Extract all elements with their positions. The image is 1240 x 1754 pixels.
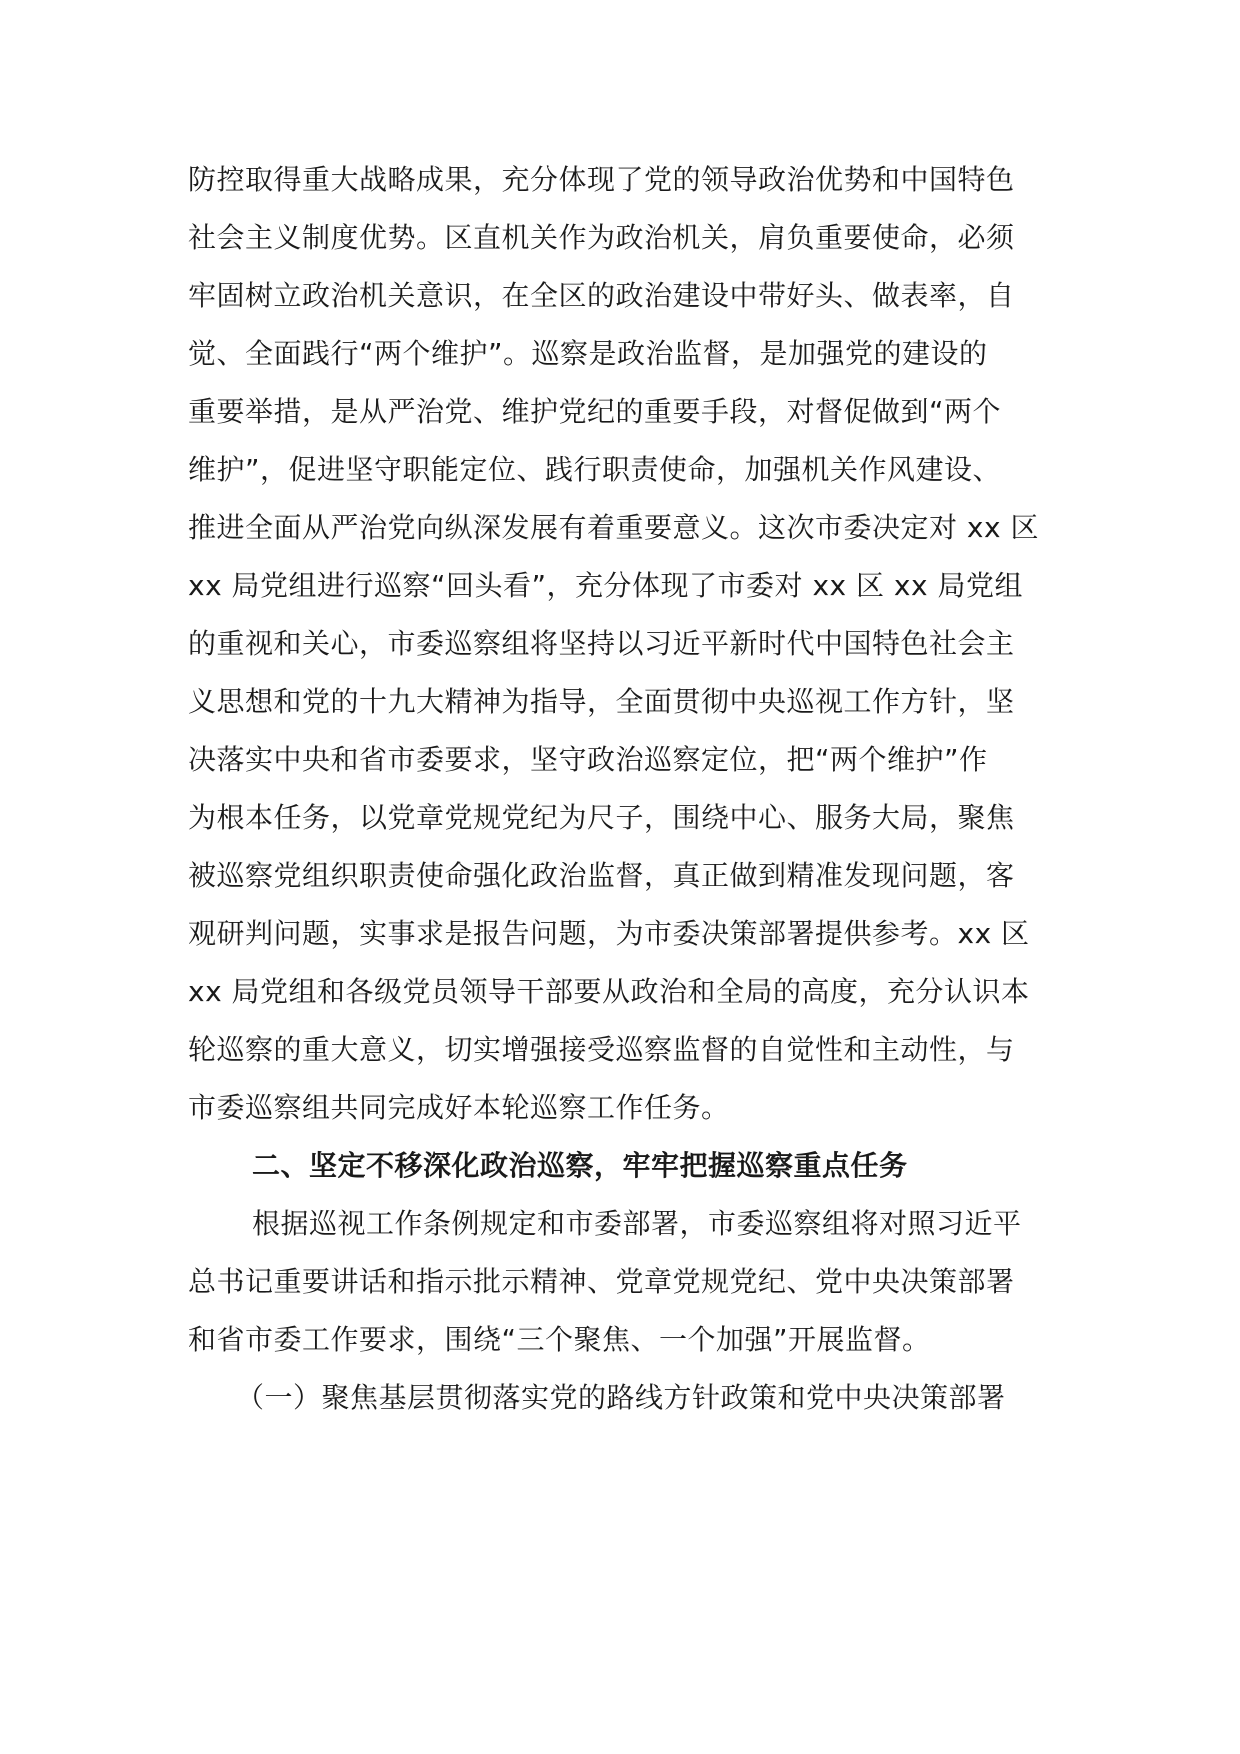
body-line: 牢固树立政治机关意识，在全区的政治建设中带好头、做表率，自 bbox=[188, 279, 1015, 312]
body-line: 重要举措，是从严治党、维护党纪的重要手段，对督促做到“两个 bbox=[188, 395, 1002, 428]
body-line: 社会主义制度优势。区直机关作为政治机关，肩负重要使命，必须 bbox=[188, 221, 1015, 254]
body-line: 义思想和党的十九大精神为指导，全面贯彻中央巡视工作方针，坚 bbox=[188, 685, 1015, 718]
body-line: 维护”，促进坚守职能定位、践行职责使命，加强机关作风建设、 bbox=[188, 453, 1002, 486]
body-line: 观研判问题，实事求是报告问题，为市委决策部署提供参考。xx 区 bbox=[188, 917, 1030, 950]
body-line: 的重视和关心，市委巡察组将坚持以习近平新时代中国特色社会主 bbox=[188, 627, 1015, 660]
body-line: 轮巡察的重大意义，切实增强接受巡察监督的自觉性和主动性，与 bbox=[188, 1033, 1015, 1066]
body-line: xx 局党组进行巡察“回头看”，充分体现了市委对 xx 区 xx 局党组 bbox=[188, 569, 1023, 602]
body-line: 根据巡视工作条例规定和市委部署，市委巡察组将对照习近平 bbox=[252, 1207, 1022, 1240]
body-line: 觉、全面践行“两个维护”。巡察是政治监督，是加强党的建设的 bbox=[188, 337, 988, 370]
body-line: xx 局党组和各级党员领导干部要从政治和全局的高度，充分认识本 bbox=[188, 975, 1030, 1008]
subsection-heading: （一）聚焦基层贯彻落实党的路线方针政策和党中央决策部署 bbox=[236, 1381, 1006, 1414]
section-heading: 二、坚定不移深化政治巡察，牢牢把握巡察重点任务 bbox=[252, 1149, 908, 1182]
body-line: 防控取得重大战略成果，充分体现了党的领导政治优势和中国特色 bbox=[188, 163, 1015, 196]
body-line: 被巡察党组织职责使命强化政治监督，真正做到精准发现问题，客 bbox=[188, 859, 1015, 892]
body-line: 决落实中央和省市委要求，坚守政治巡察定位，把“两个维护”作 bbox=[188, 743, 988, 776]
body-line: 市委巡察组共同完成好本轮巡察工作任务。 bbox=[188, 1091, 730, 1124]
body-line: 推进全面从严治党向纵深发展有着重要意义。这次市委决定对 xx 区 bbox=[188, 511, 1039, 544]
body-line: 总书记重要讲话和指示批示精神、党章党规党纪、党中央决策部署 bbox=[188, 1265, 1015, 1298]
body-line: 和省市委工作要求，围绕“三个聚焦、一个加强”开展监督。 bbox=[188, 1323, 931, 1356]
body-line: 为根本任务，以党章党规党纪为尺子，围绕中心、服务大局，聚焦 bbox=[188, 801, 1015, 834]
